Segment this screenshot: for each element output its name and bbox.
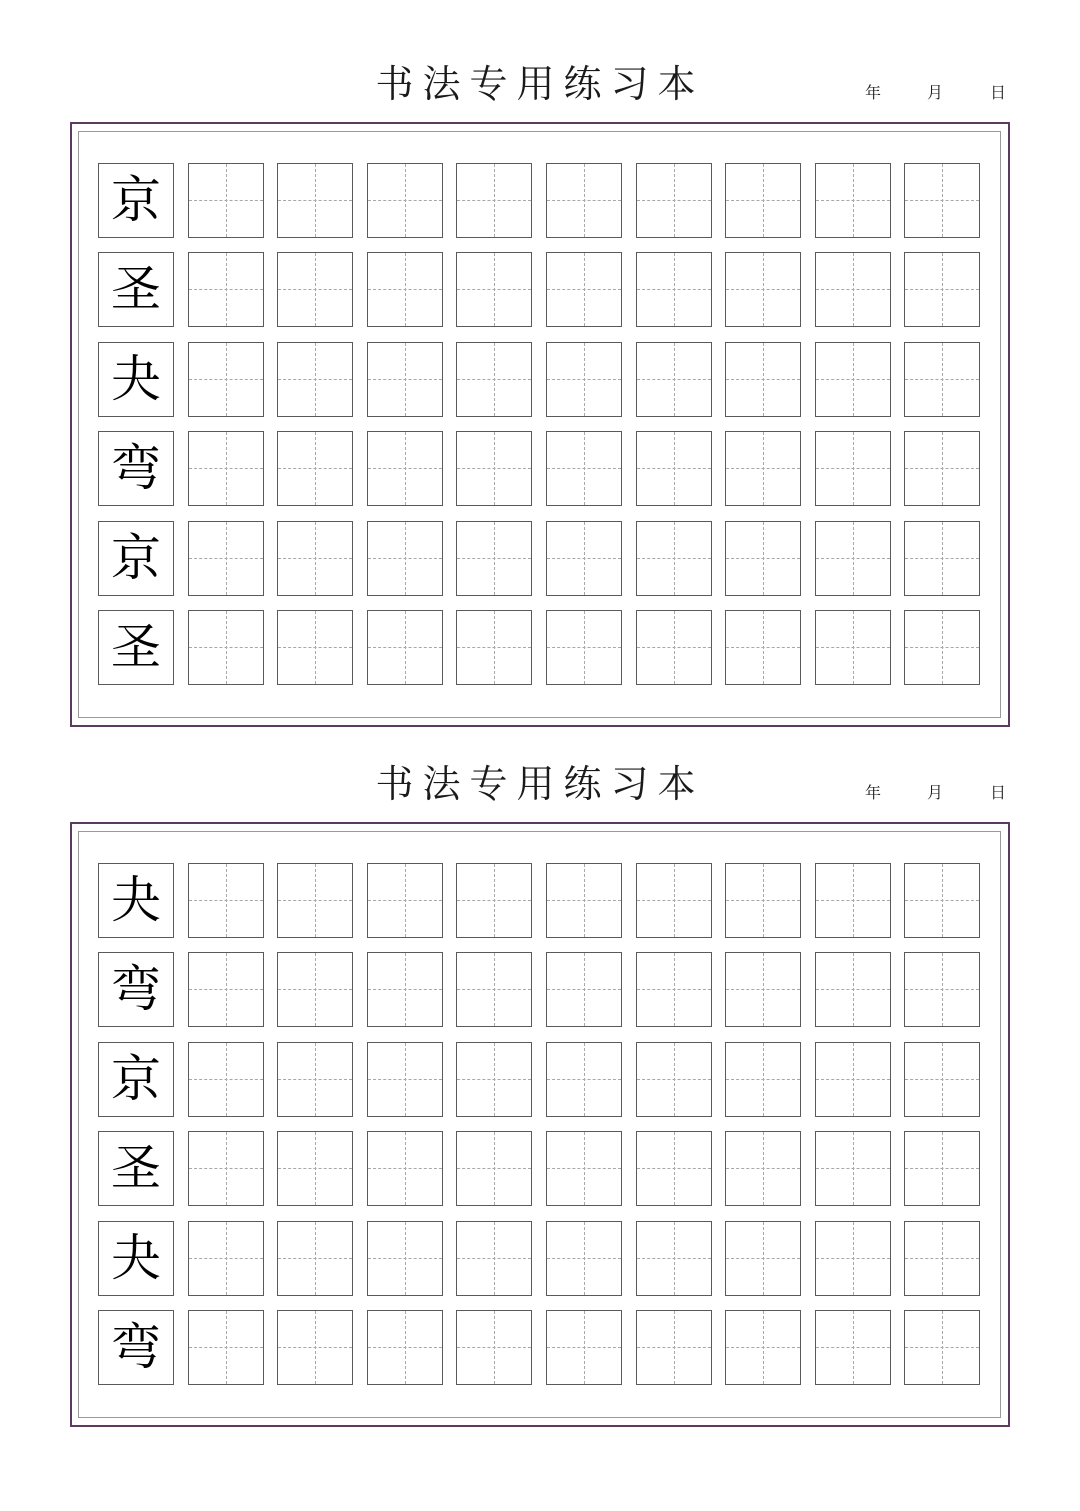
guide-line-horizontal [816,200,890,201]
model-character-cell [98,1310,174,1385]
guide-line-horizontal [189,1079,263,1080]
practice-cell [277,342,353,417]
guide-line-horizontal [457,289,531,290]
guide-line-horizontal [368,1168,442,1169]
date-year-label: 年 [864,83,881,102]
practice-cell [546,1310,622,1385]
guide-line-horizontal [547,989,621,990]
practice-cell [636,1131,712,1206]
guide-line-horizontal [726,900,800,901]
practice-cell [904,1221,980,1296]
guide-line-horizontal [547,468,621,469]
model-character: 圣 [111,260,161,318]
practice-cell [546,431,622,506]
practice-cell [904,252,980,327]
guide-line-horizontal [816,1168,890,1169]
practice-cell [636,431,712,506]
practice-cell [456,1042,532,1117]
model-character: 京 [111,171,161,229]
model-character: 弯 [111,1318,161,1376]
practice-cell [188,1042,264,1117]
practice-cell [725,1131,801,1206]
practice-cell [815,342,891,417]
practice-cell [367,863,443,938]
practice-cell [636,1221,712,1296]
guide-line-horizontal [905,379,979,380]
practice-cell [456,863,532,938]
guide-line-horizontal [189,1347,263,1348]
guide-line-horizontal [278,558,352,559]
worksheet-1 [0,0,1080,700]
guide-line-horizontal [637,558,711,559]
practice-cell [188,610,264,685]
worksheet-2 [0,700,1080,1400]
model-character-cell [98,342,174,417]
practice-cell [725,521,801,596]
practice-cell [815,431,891,506]
guide-line-horizontal [726,647,800,648]
guide-line-horizontal [816,1258,890,1259]
practice-cell [546,163,622,238]
practice-cell [904,431,980,506]
practice-cell [188,342,264,417]
practice-cell [725,431,801,506]
guide-line-horizontal [905,989,979,990]
practice-cell [904,342,980,417]
guide-line-horizontal [637,379,711,380]
guide-line-horizontal [816,379,890,380]
guide-line-horizontal [816,1347,890,1348]
guide-line-horizontal [368,1258,442,1259]
guide-line-horizontal [726,379,800,380]
practice-cell [367,431,443,506]
practice-cell [277,521,353,596]
guide-line-horizontal [816,1079,890,1080]
guide-line-horizontal [278,1347,352,1348]
practice-cell [815,863,891,938]
practice-cell [367,1131,443,1206]
guide-line-horizontal [368,468,442,469]
practice-cell [904,1042,980,1117]
practice-cell [636,252,712,327]
practice-cell [367,521,443,596]
guide-line-horizontal [816,289,890,290]
guide-line-horizontal [637,900,711,901]
guide-line-horizontal [189,989,263,990]
guide-line-horizontal [905,289,979,290]
practice-cell [636,521,712,596]
practice-cell [636,952,712,1027]
guide-line-horizontal [547,379,621,380]
guide-line-horizontal [189,647,263,648]
practice-cell [815,610,891,685]
guide-line-horizontal [457,1347,531,1348]
practice-cell [725,252,801,327]
practice-cell [367,252,443,327]
practice-cell [636,610,712,685]
practice-cell [904,952,980,1027]
practice-cell [456,952,532,1027]
guide-line-horizontal [905,1079,979,1080]
guide-line-horizontal [816,647,890,648]
practice-cell [546,952,622,1027]
practice-cell [367,610,443,685]
date-day-label: 日 [989,83,1006,102]
model-character: 京 [111,529,161,587]
sheet-title: 书法专用练习本 [375,62,705,106]
practice-cell [546,1221,622,1296]
practice-cell [815,521,891,596]
practice-cell [188,952,264,1027]
guide-line-horizontal [816,989,890,990]
model-character-cell [98,1131,174,1206]
practice-cell [904,863,980,938]
practice-cell [725,952,801,1027]
practice-cell [815,1310,891,1385]
model-character-cell [98,521,174,596]
sheet-title: 书法专用练习本 [375,762,705,806]
guide-line-horizontal [278,989,352,990]
practice-cell [636,1042,712,1117]
date-month-label: 月 [926,83,943,102]
practice-cell [636,342,712,417]
guide-line-horizontal [189,1168,263,1169]
practice-cell [456,1221,532,1296]
guide-line-horizontal [726,989,800,990]
practice-cell [725,1221,801,1296]
practice-cell [546,1131,622,1206]
guide-line-horizontal [637,200,711,201]
model-character-cell [98,163,174,238]
practice-cell [367,952,443,1027]
practice-cell [367,1221,443,1296]
practice-cell [188,163,264,238]
guide-line-horizontal [457,1168,531,1169]
guide-line-horizontal [726,200,800,201]
practice-cell [815,1131,891,1206]
guide-line-horizontal [368,647,442,648]
practice-cell [725,1310,801,1385]
practice-cell [188,1310,264,1385]
guide-line-horizontal [189,200,263,201]
guide-line-horizontal [368,1347,442,1348]
guide-line-horizontal [726,1258,800,1259]
practice-cell [188,1221,264,1296]
guide-line-horizontal [905,1168,979,1169]
guide-line-horizontal [905,200,979,201]
practice-cell [456,521,532,596]
guide-line-horizontal [905,1258,979,1259]
practice-cell [904,610,980,685]
guide-line-horizontal [547,900,621,901]
model-character: 圣 [111,1139,161,1197]
practice-cell [815,1221,891,1296]
guide-line-horizontal [368,558,442,559]
model-character-cell [98,610,174,685]
model-character: 夬 [111,1229,161,1287]
guide-line-horizontal [368,379,442,380]
model-character: 夬 [111,871,161,929]
guide-line-horizontal [457,647,531,648]
guide-line-horizontal [637,289,711,290]
guide-line-horizontal [726,1168,800,1169]
practice-cell [277,163,353,238]
practice-cell [277,252,353,327]
practice-cell [277,1221,353,1296]
practice-cell [277,863,353,938]
practice-cell [636,163,712,238]
guide-line-horizontal [278,379,352,380]
practice-cell [546,863,622,938]
practice-cell [277,610,353,685]
practice-cell [456,1131,532,1206]
model-character: 圣 [111,618,161,676]
practice-cell [815,252,891,327]
practice-cell [725,163,801,238]
guide-line-horizontal [278,1168,352,1169]
guide-line-horizontal [905,468,979,469]
guide-line-horizontal [189,558,263,559]
guide-line-horizontal [278,1079,352,1080]
guide-line-horizontal [189,1258,263,1259]
model-character: 弯 [111,439,161,497]
practice-cell [546,1042,622,1117]
practice-cell [546,521,622,596]
practice-cell [904,1310,980,1385]
guide-line-horizontal [905,558,979,559]
practice-cell [904,521,980,596]
guide-line-horizontal [368,200,442,201]
practice-cell [456,252,532,327]
guide-line-horizontal [726,1079,800,1080]
guide-line-horizontal [547,200,621,201]
guide-line-horizontal [547,1347,621,1348]
model-character-cell [98,1221,174,1296]
guide-line-horizontal [547,1258,621,1259]
guide-line-horizontal [547,1168,621,1169]
guide-line-horizontal [368,900,442,901]
practice-cell [546,610,622,685]
practice-cell [456,163,532,238]
practice-cell [456,610,532,685]
model-character: 京 [111,1050,161,1108]
model-character-cell [98,952,174,1027]
guide-line-horizontal [726,468,800,469]
practice-cell [456,1310,532,1385]
guide-line-horizontal [457,379,531,380]
practice-cell [456,342,532,417]
guide-line-horizontal [278,200,352,201]
practice-cell [188,252,264,327]
guide-line-horizontal [816,558,890,559]
practice-cell [188,1131,264,1206]
guide-line-horizontal [637,989,711,990]
date-year-label: 年 [864,783,881,802]
model-character-cell [98,252,174,327]
practice-cell [904,163,980,238]
practice-cell [546,252,622,327]
practice-cell [367,1042,443,1117]
practice-cell [725,342,801,417]
model-character: 弯 [111,960,161,1018]
practice-cell [277,952,353,1027]
guide-line-horizontal [457,558,531,559]
guide-line-horizontal [637,468,711,469]
practice-cell [815,163,891,238]
model-character: 夬 [111,350,161,408]
guide-line-horizontal [189,379,263,380]
guide-line-horizontal [726,1347,800,1348]
guide-line-horizontal [637,647,711,648]
guide-line-horizontal [278,647,352,648]
practice-cell [904,1131,980,1206]
practice-cell [725,863,801,938]
guide-line-horizontal [905,647,979,648]
guide-line-horizontal [189,289,263,290]
guide-line-horizontal [547,289,621,290]
date-day-label: 日 [989,783,1006,802]
practice-cell [725,610,801,685]
guide-line-horizontal [547,647,621,648]
practice-cell [367,342,443,417]
practice-cell [636,863,712,938]
guide-line-horizontal [278,468,352,469]
date-month-label: 月 [926,783,943,802]
guide-line-horizontal [637,1168,711,1169]
guide-line-horizontal [816,468,890,469]
practice-cell [367,1310,443,1385]
practice-cell [636,1310,712,1385]
practice-cell [546,342,622,417]
guide-line-horizontal [457,1079,531,1080]
guide-line-horizontal [278,900,352,901]
guide-line-horizontal [368,989,442,990]
practice-cell [456,431,532,506]
guide-line-horizontal [457,900,531,901]
practice-cell [367,163,443,238]
guide-line-horizontal [726,289,800,290]
practice-cell [188,431,264,506]
guide-line-horizontal [816,900,890,901]
guide-line-horizontal [726,558,800,559]
model-character-cell [98,1042,174,1117]
guide-line-horizontal [457,200,531,201]
guide-line-horizontal [547,1079,621,1080]
practice-cell [188,521,264,596]
guide-line-horizontal [905,1347,979,1348]
guide-line-horizontal [278,289,352,290]
practice-cell [277,1131,353,1206]
practice-cell [815,952,891,1027]
guide-line-horizontal [905,900,979,901]
guide-line-horizontal [368,289,442,290]
guide-line-horizontal [189,468,263,469]
guide-line-horizontal [457,989,531,990]
guide-line-horizontal [637,1079,711,1080]
model-character-cell [98,863,174,938]
model-character-cell [98,431,174,506]
practice-cell [277,1042,353,1117]
practice-cell [815,1042,891,1117]
guide-line-horizontal [189,900,263,901]
practice-cell [277,431,353,506]
guide-line-horizontal [457,468,531,469]
guide-line-horizontal [457,1258,531,1259]
guide-line-horizontal [547,558,621,559]
guide-line-horizontal [368,1079,442,1080]
practice-cell [725,1042,801,1117]
guide-line-horizontal [637,1258,711,1259]
practice-cell [277,1310,353,1385]
guide-line-horizontal [637,1347,711,1348]
guide-line-horizontal [278,1258,352,1259]
practice-cell [188,863,264,938]
